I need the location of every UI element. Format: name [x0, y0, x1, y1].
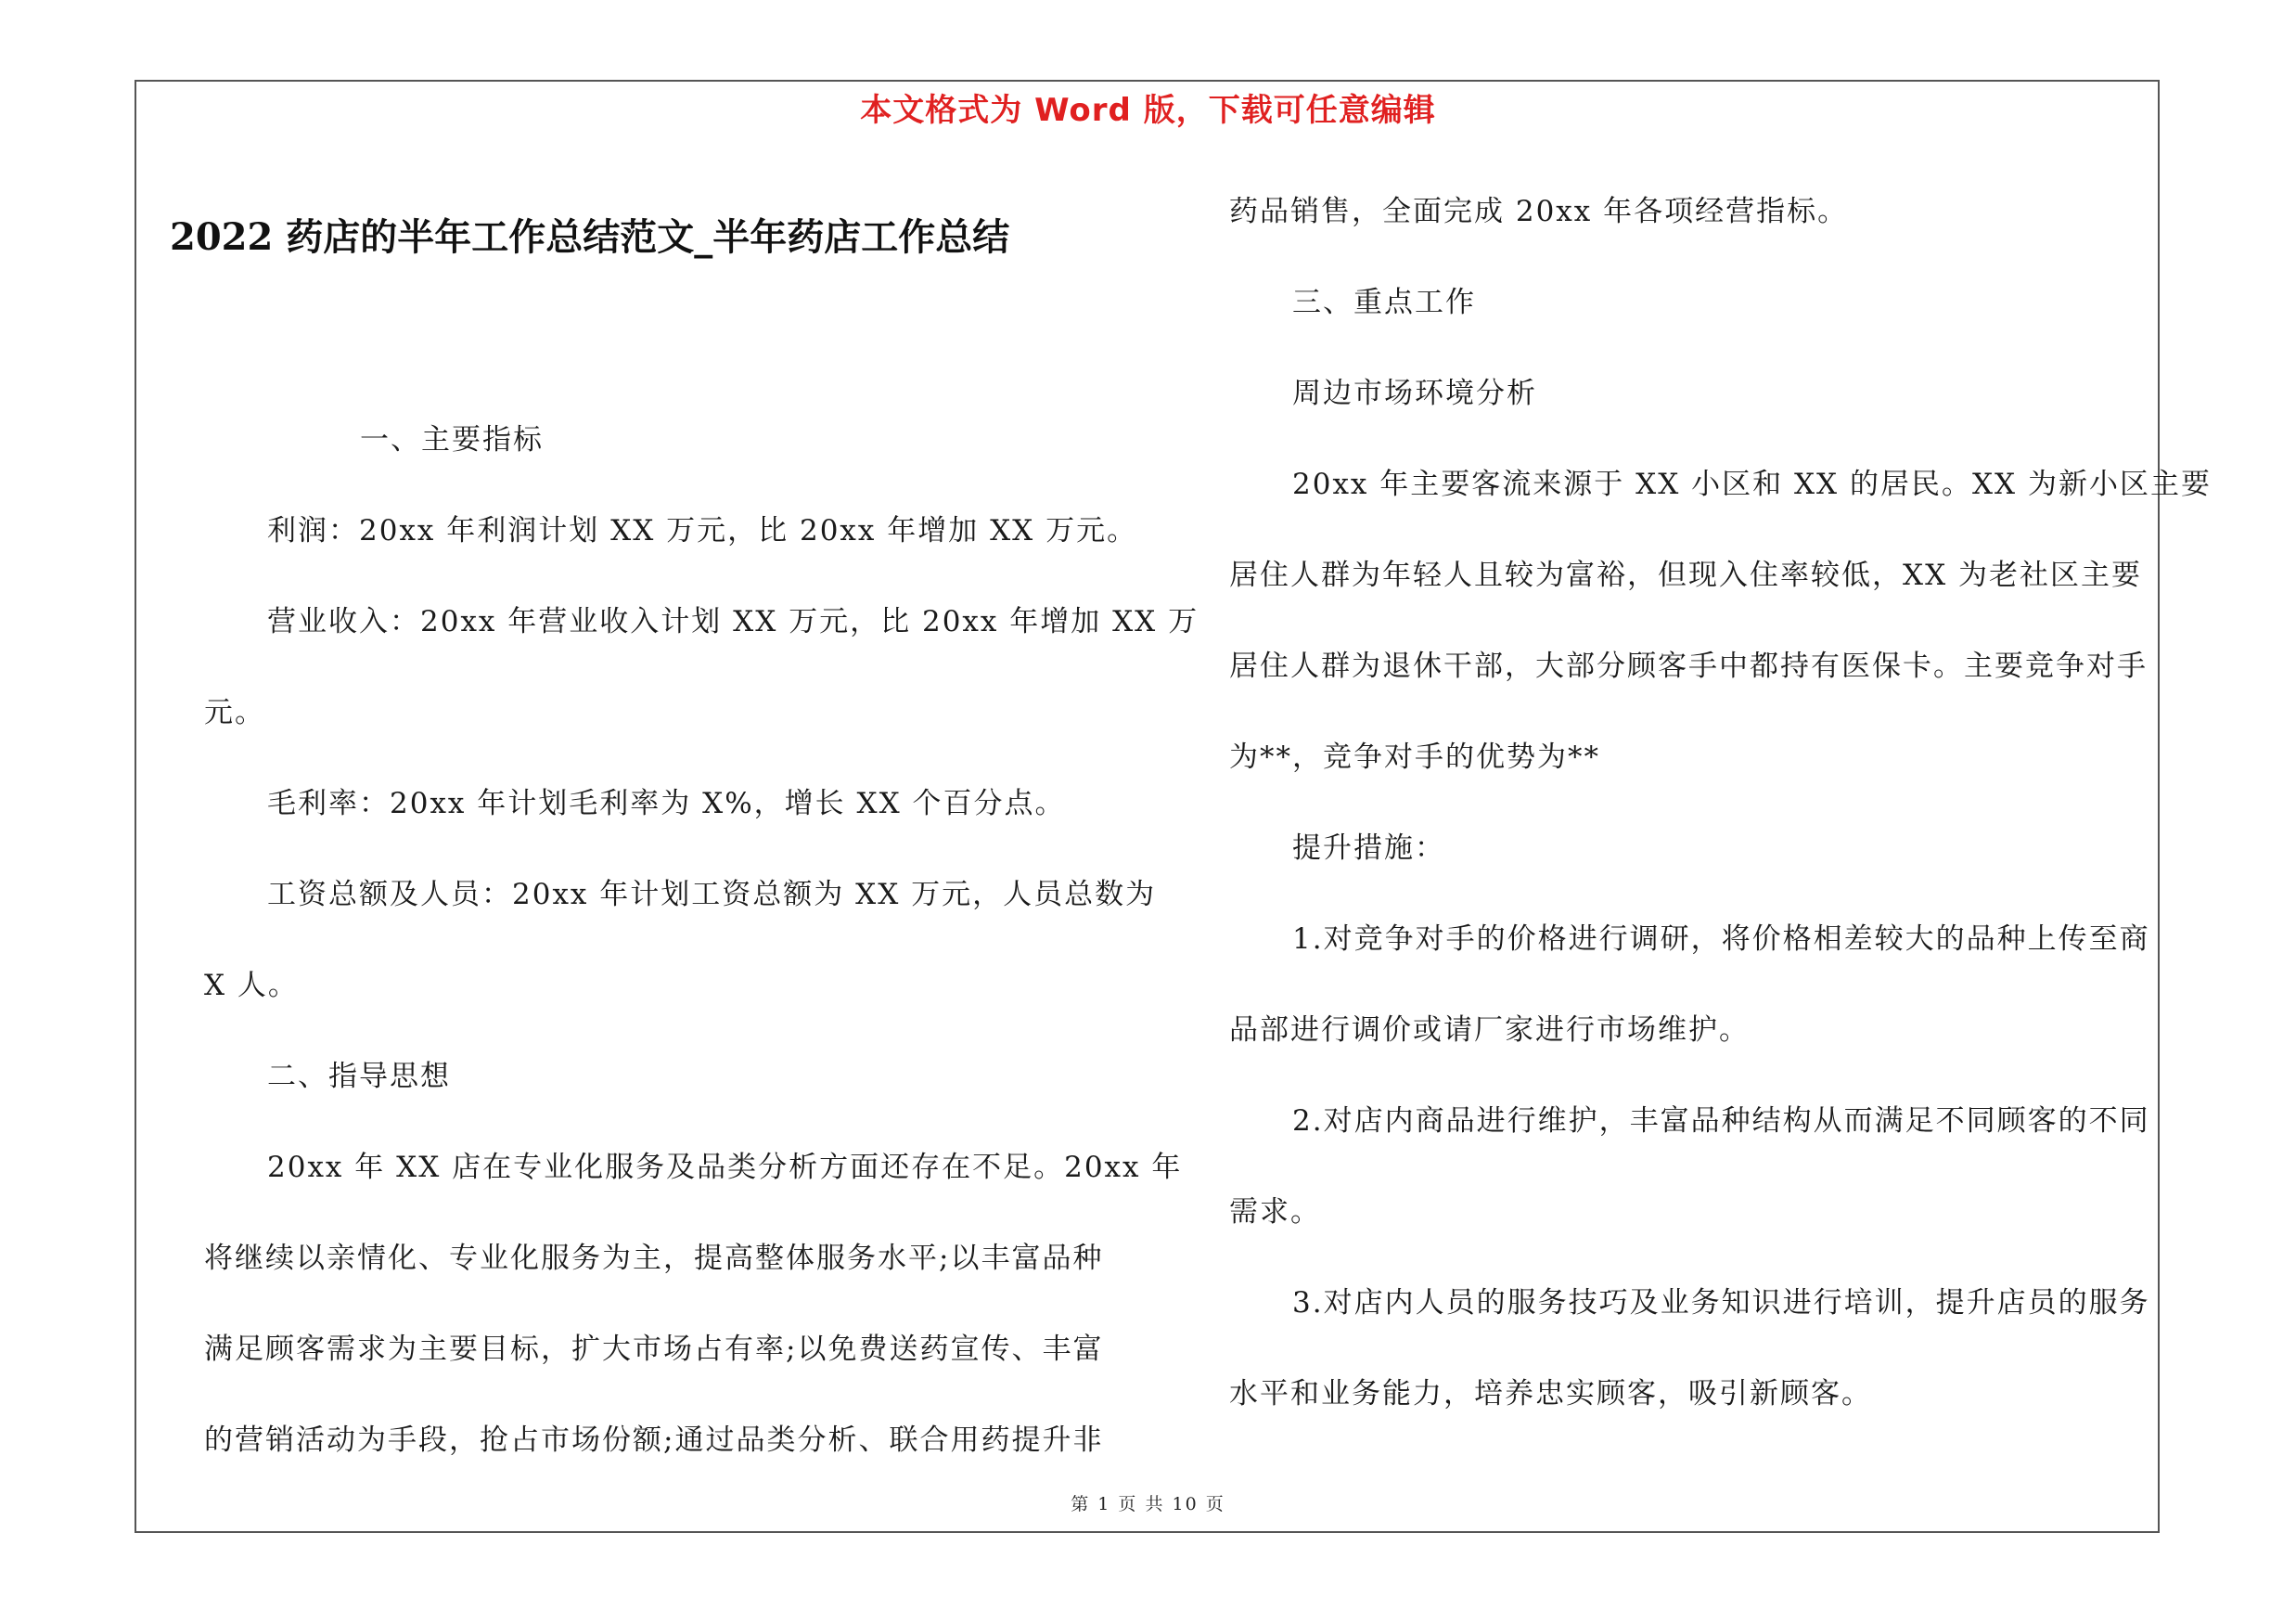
paragraph-line: X 人。 [204, 969, 299, 1002]
paragraph-line: 20xx 年主要客流来源于 XX 小区和 XX 的居民。XX 为新小区主要 [1292, 468, 2212, 501]
paragraph-line: 营业收入：20xx 年营业收入计划 XX 万元，比 20xx 年增加 XX 万 [267, 605, 1199, 638]
list-item: 3.对店内人员的服务技巧及业务知识进行培训，提升店员的服务 [1292, 1286, 2150, 1320]
heading-improvement-measures: 提升措施： [1292, 831, 1445, 865]
heading-guiding-ideas: 二、指导思想 [267, 1060, 451, 1093]
paragraph-line: 的营销活动为手段，抢占市场份额;通过品类分析、联合用药提升非 [204, 1423, 1104, 1457]
format-banner: 本文格式为 Word 版，下载可任意编辑 [860, 92, 1436, 129]
paragraph-line: 将继续以亲情化、专业化服务为主，提高整体服务水平;以丰富品种 [204, 1242, 1104, 1275]
paragraph-line: 满足顾客需求为主要目标，扩大市场占有率;以免费送药宣传、丰富 [204, 1333, 1104, 1366]
list-item-continuation: 水平和业务能力，培养忠实顾客，吸引新顾客。 [1229, 1377, 1872, 1410]
list-item: 2.对店内商品进行维护，丰富品种结构从而满足不同顾客的不同 [1292, 1104, 2150, 1138]
paragraph-line: 居住人群为退休干部，大部分顾客手中都持有医保卡。主要竞争对手 [1229, 650, 2148, 683]
paragraph-line: 居住人群为年轻人且较为富裕，但现入住率较低，XX 为老社区主要 [1229, 559, 2142, 592]
heading-main-indicators: 一、主要指标 [360, 423, 544, 457]
paragraph-line: 元。 [204, 696, 265, 729]
paragraph-line: 利润：20xx 年利润计划 XX 万元，比 20xx 年增加 XX 万元。 [267, 514, 1138, 547]
heading-key-work: 三、重点工作 [1292, 286, 1476, 319]
paragraph-line: 毛利率：20xx 年计划毛利率为 X%，增长 XX 个百分点。 [267, 787, 1066, 820]
paragraph-line: 为**，竞争对手的优势为** [1229, 741, 1600, 774]
list-item-continuation: 需求。 [1229, 1195, 1321, 1229]
page-number: 第 1 页 共 10 页 [1071, 1494, 1225, 1514]
paragraph-line: 药品销售，全面完成 20xx 年各项经营指标。 [1229, 195, 1849, 228]
document-title: 2022 药店的半年工作总结范文_半年药店工作总结 [170, 215, 1010, 259]
heading-market-analysis: 周边市场环境分析 [1292, 377, 1537, 410]
list-item: 1.对竞争对手的价格进行调研，将价格相差较大的品种上传至商 [1292, 922, 2150, 956]
paragraph-line: 20xx 年 XX 店在专业化服务及品类分析方面还存在不足。20xx 年 [267, 1151, 1183, 1184]
list-item-continuation: 品部进行调价或请厂家进行市场维护。 [1229, 1013, 1750, 1047]
paragraph-line: 工资总额及人员：20xx 年计划工资总额为 XX 万元，人员总数为 [267, 878, 1157, 911]
